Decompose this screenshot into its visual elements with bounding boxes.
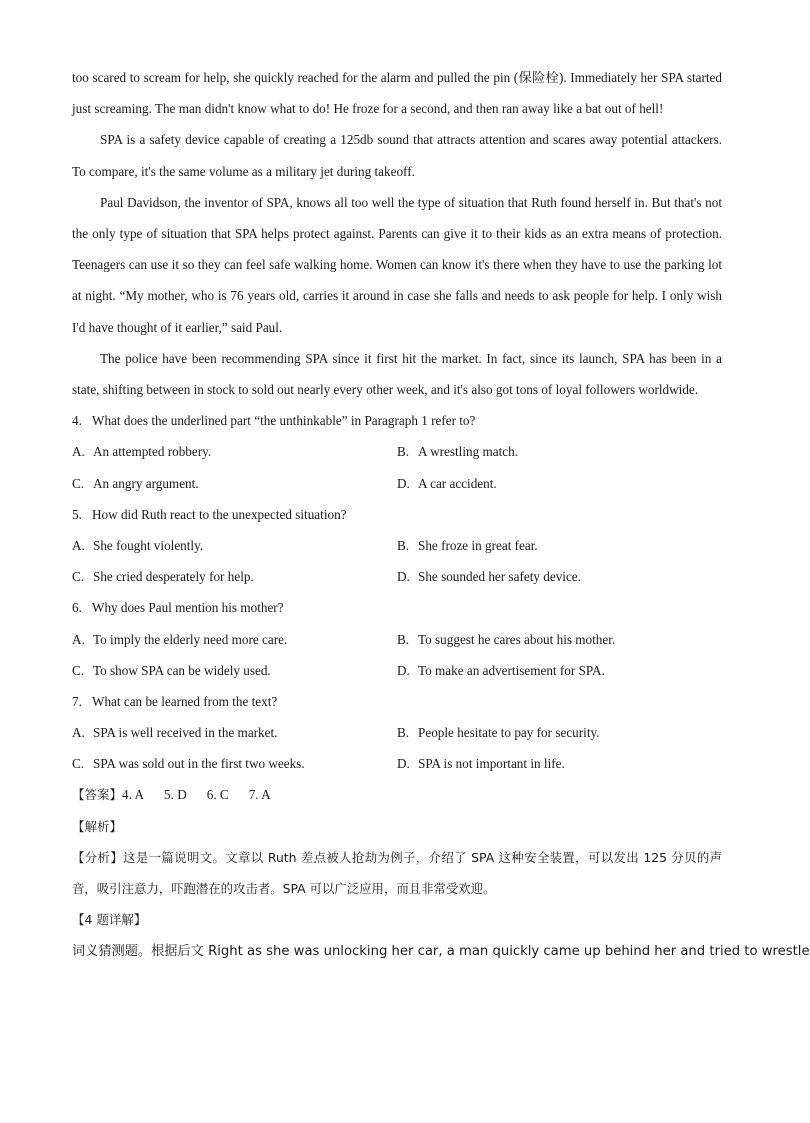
option-d: D. To make an advertisement for SPA. xyxy=(397,662,605,678)
document-page xyxy=(72,62,810,968)
option-row xyxy=(72,717,722,748)
analysis-heading: 【解析】 xyxy=(72,818,123,834)
question-number: 7. xyxy=(72,693,82,709)
question-stem xyxy=(72,499,722,530)
analysis-summary-label: 【分析】 xyxy=(72,849,124,865)
option-row xyxy=(72,655,722,686)
q4-detail-text-content: 词义猜测题。根据后文 Right as she was unlocking her car, a man quickly came up behind her and tried to wrestle xyxy=(72,944,810,960)
passage-paragraph-3: The police have been recommending SPA since it first hit the market. In fact, since its launch, SPA has been in a state, shifting between in stock to sold out nearly every other week, and it's also got tons of loyal followers worldwide. xyxy=(72,350,722,398)
q4-detail-heading: 【4 题详解】 xyxy=(72,912,147,928)
question-5 xyxy=(72,499,722,593)
answer-key xyxy=(72,779,722,810)
option-a: A. To imply the elderly need more care. xyxy=(72,631,288,647)
option-row xyxy=(72,624,722,655)
option-c: C. She cried desperately for help. xyxy=(72,569,254,585)
question-text: Why does Paul mention his mother? xyxy=(92,600,284,616)
answer-item: 4. A xyxy=(122,787,144,803)
option-a: A. She fought violently. xyxy=(72,537,204,553)
option-b: B. To suggest he cares about his mother. xyxy=(397,631,616,647)
option-d: D. A car accident. xyxy=(397,475,497,491)
passage-paragraph-2: Paul Davidson, the inventor of SPA, knows all too well the type of situation that Ruth found herself in. But that's not the only type of situation that SPA helps protect against. Parents can give it to their kids as an extra means of protection. Teenagers can use it so they can feel safe walking home. Women can know it's there when they have to use the parking lot at night. “My mother, who is 76 years old, carries it around in case she falls and needs to ask people for help. I only wish I'd have thought of it earlier,” said Paul. xyxy=(72,194,722,335)
option-a: A. An attempted robbery. xyxy=(72,444,212,460)
analysis-summary xyxy=(72,842,722,904)
option-c: C. To show SPA can be widely used. xyxy=(72,662,271,678)
option-d: D. She sounded her safety device. xyxy=(397,569,581,585)
question-text: How did Ruth react to the unexpected situation? xyxy=(92,506,347,522)
option-row xyxy=(72,748,722,779)
answer-item: 6. C xyxy=(206,787,229,803)
option-c: C. An angry argument. xyxy=(72,475,199,491)
answer-label: 【答案】 xyxy=(72,787,123,803)
option-d: D. SPA is not important in life. xyxy=(397,756,565,772)
passage-paragraph-0: too scared to scream for help, she quickly reached for the alarm and pulled the pin (保险栓). Immediately her SPA started just screaming. The man didn't know what to do! He froze for a second, and then ran away like a bat out of hell! xyxy=(72,70,722,117)
question-6 xyxy=(72,592,722,686)
option-row xyxy=(72,468,722,499)
passage-paragraph-1: SPA is a safety device capable of creating a 125db sound that attracts attention and scares away potential attackers. To compare, it's the same volume as a military jet during takeoff. xyxy=(72,132,722,179)
question-text: What does the underlined part “the unthinkable” in Paragraph 1 refer to? xyxy=(92,413,476,429)
question-stem xyxy=(72,686,722,717)
option-b: B. A wrestling match. xyxy=(397,444,518,460)
option-b: B. She froze in great fear. xyxy=(397,537,538,553)
option-a: A. SPA is well received in the market. xyxy=(72,725,278,741)
question-number: 4. xyxy=(72,413,82,429)
question-7 xyxy=(72,686,722,780)
q4-detail-text xyxy=(72,935,810,967)
answer-item: 5. D xyxy=(164,787,187,803)
question-stem xyxy=(72,405,722,436)
option-row xyxy=(72,436,722,467)
question-number: 5. xyxy=(72,506,82,522)
question-4 xyxy=(72,405,722,499)
answer-item: 7. A xyxy=(248,787,271,803)
option-row xyxy=(72,561,722,592)
option-b: B. People hesitate to pay for security. xyxy=(397,725,600,741)
question-text: What can be learned from the text? xyxy=(92,693,278,709)
question-number: 6. xyxy=(72,600,82,616)
question-stem xyxy=(72,592,722,623)
option-c: C. SPA was sold out in the first two weeks. xyxy=(72,756,305,772)
analysis-summary-text: 这是一篇说明文。文章以 Ruth 差点被人抢劫为例子，介绍了 SPA 这种安全装置，可以发出 125 分贝的声音，吸引注意力，吓跑潜在的攻击者。SPA 可以广泛应用，而且非常受欢迎。 xyxy=(72,849,723,897)
option-row xyxy=(72,530,722,561)
